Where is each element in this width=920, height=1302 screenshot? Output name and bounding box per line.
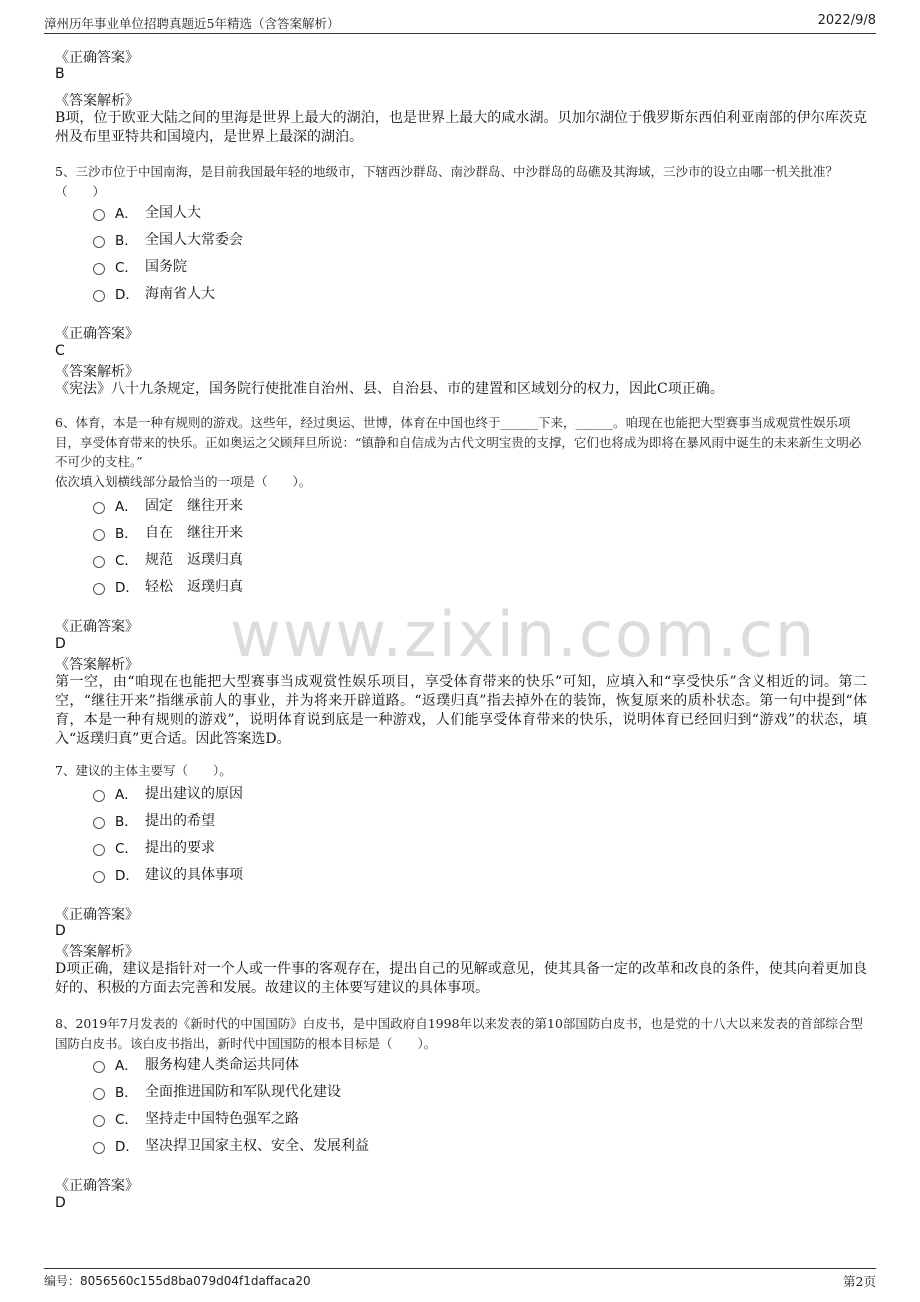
radio-icon[interactable] bbox=[93, 1088, 105, 1100]
option-d[interactable]: D． 轻松 返璞归真 bbox=[93, 576, 243, 596]
option-b[interactable]: B． 自在 继往开来 bbox=[93, 522, 243, 542]
analysis-label: 《答案解析》 bbox=[55, 364, 139, 380]
option-c[interactable]: C． 国务院 bbox=[93, 256, 187, 276]
option-b[interactable]: B． 全面推进国防和军队现代化建设 bbox=[93, 1081, 341, 1101]
document-code: 编号：8056560c155d8ba079d04f1daffaca20 bbox=[44, 1274, 311, 1288]
option-a[interactable]: A． 提出建议的原因 bbox=[93, 783, 243, 803]
question-text: 7、建议的主体主要写（ ）。 bbox=[55, 763, 232, 778]
correct-answer-label: 《正确答案》 bbox=[55, 907, 139, 923]
radio-icon[interactable] bbox=[93, 871, 105, 883]
option-d[interactable]: D． 坚决捍卫国家主权、安全、发展利益 bbox=[93, 1135, 369, 1155]
analysis-label: 《答案解析》 bbox=[55, 657, 139, 673]
analysis-label: 《答案解析》 bbox=[55, 93, 139, 109]
page-header bbox=[44, 8, 876, 34]
analysis-label: 《答案解析》 bbox=[55, 944, 139, 960]
option-c[interactable]: C． 规范 返璞归真 bbox=[93, 549, 243, 569]
radio-icon[interactable] bbox=[93, 502, 105, 514]
question-text: 6、体育，本是一种有规则的游戏。这些年，经过奥运、世博，体育在中国也终于______下来，______。咱现在也能把大型赛事当成观赏性娱乐项目，享受体育带来的快乐。正如奥运之父顾拜旦所说：“镇静和自信成为古代文明宝贵的支撑，它们也将成为即将在暴风雨中诞生的未来新生文明必不可少的支柱。” bbox=[55, 415, 862, 469]
option-d[interactable]: D． 海南省人大 bbox=[93, 283, 215, 303]
analysis-text: B项，位于欧亚大陆之间的里海是世界上最大的湖泊，也是世界上最大的咸水湖。贝加尔湖位于俄罗斯东西伯利亚南部的伊尔库茨克州及布里亚特共和国境内，是世界上最深的湖泊。 bbox=[55, 110, 867, 145]
correct-answer-label: 《正确答案》 bbox=[55, 50, 139, 66]
page-number: 第2页 bbox=[843, 1274, 876, 1289]
correct-answer-value: D bbox=[55, 636, 66, 652]
question-text: 8、2019年7月发表的《新时代的中国国防》白皮书，是中国政府自1998年以来发表的第10部国防白皮书，也是党的十八大以来发表的首部综合型国防白皮书。该白皮书指出，新时代中国国防的根本目标是（ ）。 bbox=[55, 1016, 863, 1051]
radio-icon[interactable] bbox=[93, 1061, 105, 1073]
analysis-text: 《宪法》八十九条规定，国务院行使批准自治州、县、自治县、市的建置和区域划分的权力，因此C项正确。 bbox=[55, 381, 724, 397]
watermark: www.zixin.com.cn bbox=[230, 598, 817, 671]
correct-answer-label: 《正确答案》 bbox=[55, 1178, 139, 1194]
radio-icon[interactable] bbox=[93, 1115, 105, 1127]
radio-icon[interactable] bbox=[93, 209, 105, 221]
radio-icon[interactable] bbox=[93, 290, 105, 302]
correct-answer-value: B bbox=[55, 66, 65, 82]
radio-icon[interactable] bbox=[93, 529, 105, 541]
option-b[interactable]: B． 提出的希望 bbox=[93, 810, 215, 830]
correct-answer-value: D bbox=[55, 1195, 66, 1211]
question-prompt: 依次填入划横线部分最恰当的一项是（ ）。 bbox=[55, 474, 312, 489]
question-text: 5、三沙市位于中国南海，是目前我国最年轻的地级市，下辖西沙群岛、南沙群岛、中沙群岛的岛礁及其海域，三沙市的设立由哪一机关批准？（ ） bbox=[55, 164, 838, 199]
correct-answer-label: 《正确答案》 bbox=[55, 619, 139, 635]
option-c[interactable]: C． 提出的要求 bbox=[93, 837, 215, 857]
page-footer bbox=[44, 1268, 876, 1292]
radio-icon[interactable] bbox=[93, 844, 105, 856]
option-b[interactable]: B． 全国人大常委会 bbox=[93, 229, 243, 249]
correct-answer-value: C bbox=[55, 343, 65, 359]
document-title: 漳州历年事业单位招聘真题近5年精选（含答案解析） bbox=[44, 16, 340, 31]
option-a[interactable]: A． 全国人大 bbox=[93, 202, 201, 222]
option-c[interactable]: C． 坚持走中国特色强军之路 bbox=[93, 1108, 299, 1128]
correct-answer-label: 《正确答案》 bbox=[55, 326, 139, 342]
analysis-text: 第一空，由“咱现在也能把大型赛事当成观赏性娱乐项目，享受体育带来的快乐”可知，应填入和“享受快乐”含义相近的词。第二空，“继往开来”指继承前人的事业，并为将来开辟道路。“返璞归真”指去掉外在的装饰，恢复原来的质朴状态。第一句中提到“体育，本是一种有规则的游戏”，说明体育说到底是一种游戏，人们能享受体育带来的快乐，说明体育已经回归到“游戏”的状态，填入“返璞归真”更合适。因此答案选D。 bbox=[55, 674, 867, 747]
document-date: 2022/9/8 bbox=[817, 13, 876, 28]
radio-icon[interactable] bbox=[93, 817, 105, 829]
radio-icon[interactable] bbox=[93, 236, 105, 248]
option-a[interactable]: A． 固定 继往开来 bbox=[93, 495, 243, 515]
radio-icon[interactable] bbox=[93, 556, 105, 568]
radio-icon[interactable] bbox=[93, 790, 105, 802]
correct-answer-value: D bbox=[55, 923, 66, 939]
radio-icon[interactable] bbox=[93, 583, 105, 595]
option-d[interactable]: D． 建议的具体事项 bbox=[93, 864, 243, 884]
radio-icon[interactable] bbox=[93, 263, 105, 275]
option-a[interactable]: A． 服务构建人类命运共同体 bbox=[93, 1054, 299, 1074]
radio-icon[interactable] bbox=[93, 1142, 105, 1154]
analysis-text: D项正确，建议是指针对一个人或一件事的客观存在，提出自己的见解或意见，使其具备一定的改革和改良的条件，使其向着更加良好的、积极的方面去完善和发展。故建议的主体要写建议的具体事项。 bbox=[55, 961, 867, 996]
